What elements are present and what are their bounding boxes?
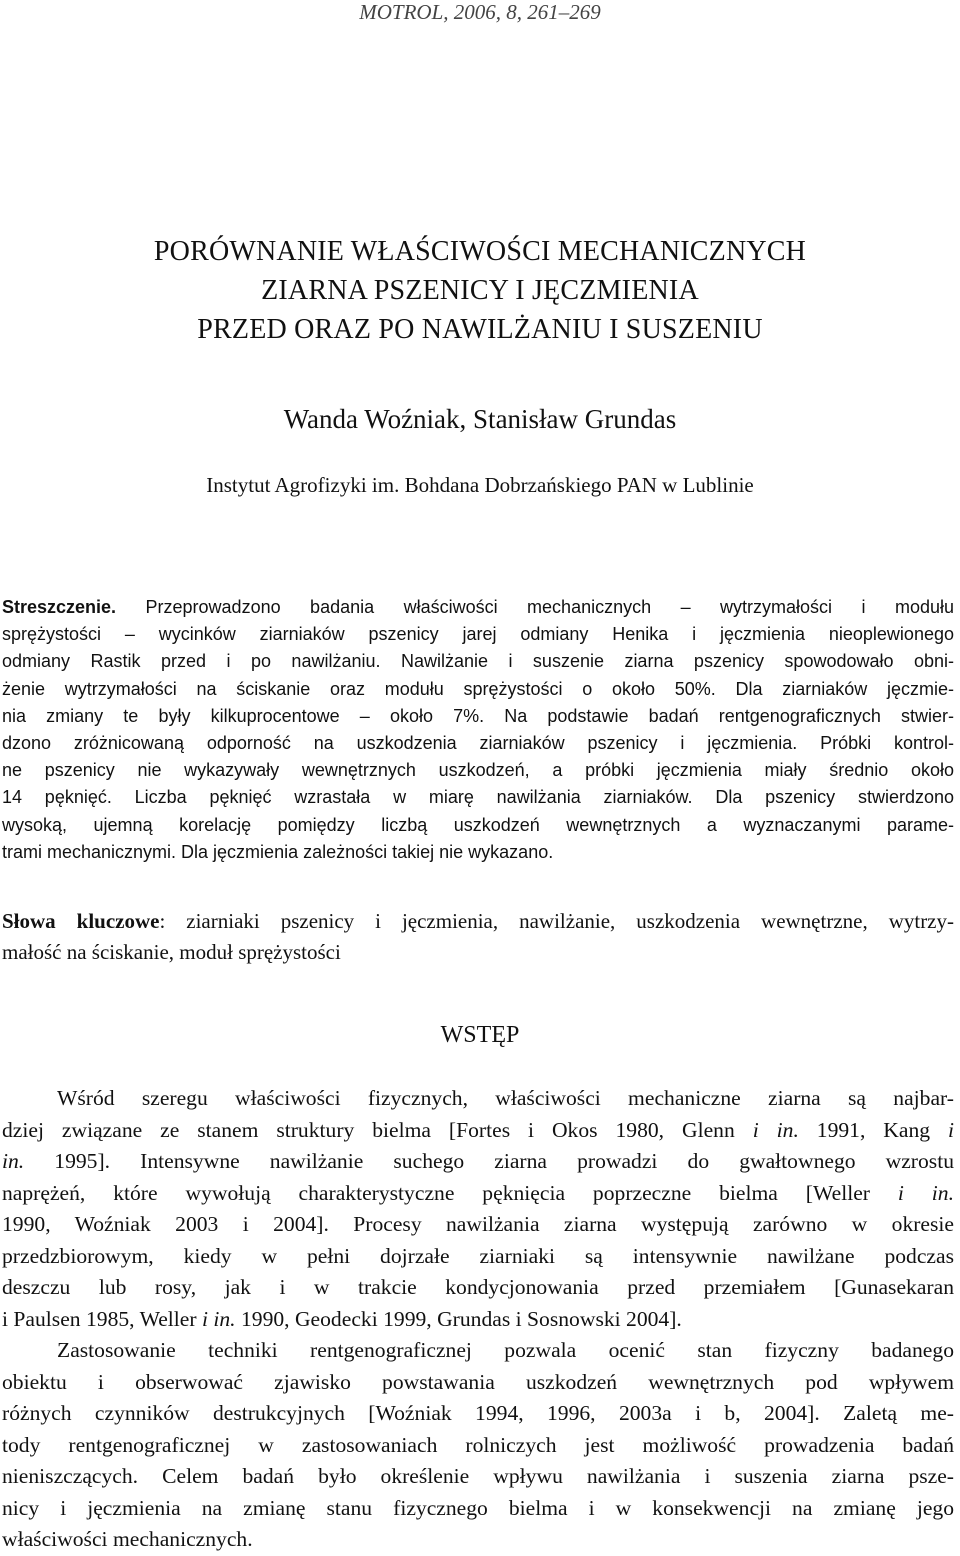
intro-line: przedzbiorowym, kiedy w pełni dojrzałe ziarniaki są intensywnie nawilżane podczas [2, 1243, 954, 1268]
intro-line: 1990, Woźniak 2003 i 2004]. Procesy nawilżania ziarna występują zarówno w okresie [2, 1212, 954, 1236]
keywords-label: Słowa kluczowe [2, 909, 160, 933]
authors: Wanda Woźniak, Stanisław Grundas [283, 404, 677, 434]
intro-line: nieniszczących. Celem badań było określenie wpływu nawilżania i suszenia ziarna psze- [2, 1464, 954, 1488]
keywords-line: małość na ściskanie, moduł sprężystości [2, 940, 341, 964]
paper-title [0, 232, 960, 349]
intro-line: naprężeń, które wywołują charakterystyczne pęknięcia poprzeczne bielma [Weller i in. [2, 1180, 955, 1205]
section-heading: WSTĘP [440, 1022, 520, 1048]
abstract-line: odmiany Rastik przed i po nawilżaniu. Nawilżanie i suszenie ziarna pszenicy spowodowało obni- [2, 651, 954, 672]
intro-line: obiektu i obserwować zjawisko powstawania uszkodzeń wewnętrznych pod wpływem [2, 1369, 954, 1394]
abstract-label: Streszczenie. [2, 597, 117, 617]
intro-line: nicy i jęczmienia na zmianę stanu fizycznego bielma i w konsekwencji na zmianę jego [2, 1495, 954, 1520]
intro-line: Wśród szeregu właściwości fizycznych, właściwości mechaniczne ziarna są najbar- [57, 1086, 954, 1110]
abstract-line: trami mechanicznymi. Dla jęczmienia zależności takiej nie wykazano. [2, 841, 554, 862]
keywords [2, 906, 954, 968]
abstract-line: wysoką, ujemną korelację pomiędzy liczbą uszkodzeń wewnętrznych a wyznaczanymi parame- [2, 814, 954, 835]
affiliation: Instytut Agrofizyki im. Bohdana Dobrzańskiego PAN w Lublinie [206, 473, 754, 497]
abstract-line: dzono zróżnicowaną odporność na uszkodzenia ziarniaków pszenicy i jęczmienia. Próbki kontrol- [2, 733, 954, 754]
title-line-3: PRZED ORAZ PO NAWILŻANIU I SUSZENIU [197, 314, 763, 345]
intro-line: i Paulsen 1985, Weller i in. 1990, Geodecki 1999, Grundas i Sosnowski 2004]. [2, 1306, 682, 1331]
title-line-1: PORÓWNANIE WŁAŚCIWOŚCI MECHANICZNYCH [153, 236, 807, 267]
intro-text [2, 1083, 954, 1556]
abstract [2, 594, 954, 866]
intro-line: właściwości mechanicznych. [2, 1527, 253, 1551]
title-line-2: ZIARNA PSZENICY I JĘCZMIENIA [261, 275, 699, 306]
abstract-line: żenie wytrzymałości na ściskanie oraz modułu sprężystości o około 50%. Dla ziarniaków jęczmie- [2, 678, 954, 699]
intro-line: deszczu lub rosy, jak i w trakcie kondycjonowania przed przemiałem [Gunasekaran [2, 1275, 954, 1299]
intro-line: in. 1995]. Intensywne nawilżanie suchego ziarna prowadzi do gwałtownego wzrostu [2, 1149, 954, 1173]
journal-header: MOTROL, 2006, 8, 261–269 [359, 0, 601, 24]
abstract-line: ne pszenicy nie wykazywały wewnętrznych uszkodzeń, a próbki jęczmienia miały średnio około [2, 760, 954, 781]
intro-line: tody rentgenograficznej w zastosowaniach rolniczych jest możliwość prowadzenia badań [2, 1432, 954, 1457]
intro-line: dziej związane ze stanem struktury bielma [Fortes i Okos 1980, Glenn i in. 1991, Kang i [2, 1117, 954, 1142]
abstract-line: Streszczenie. Przeprowadzono badania właściwości mechanicznych – wytrzymałości i modułu [2, 597, 954, 617]
intro-line: różnych czynników destrukcyjnych [Woźniak 1994, 1996, 2003a i b, 2004]. Zaletą me- [2, 1401, 954, 1425]
keywords-line: Słowa kluczowe: ziarniaki pszenicy i jęczmienia, nawilżanie, uszkodzenia wewnętrzne, wytrzy- [2, 909, 954, 933]
intro-line: Zastosowanie techniki rentgenograficznej pozwala ocenić stan fizyczny badanego [57, 1338, 954, 1362]
abstract-line: sprężystości – wycinków ziarniaków pszenicy jarej odmiany Henika i jęczmienia nieoplewionego [2, 624, 954, 645]
abstract-line: nia zmiany te były kilkuprocentowe – około 7%. Na podstawie badań rentgenograficznych stwier- [2, 705, 954, 726]
abstract-line: 14 pęknięć. Liczba pęknięć wzrastała w miarę nawilżania ziarniaków. Dla pszenicy stwierdzono [2, 787, 954, 808]
